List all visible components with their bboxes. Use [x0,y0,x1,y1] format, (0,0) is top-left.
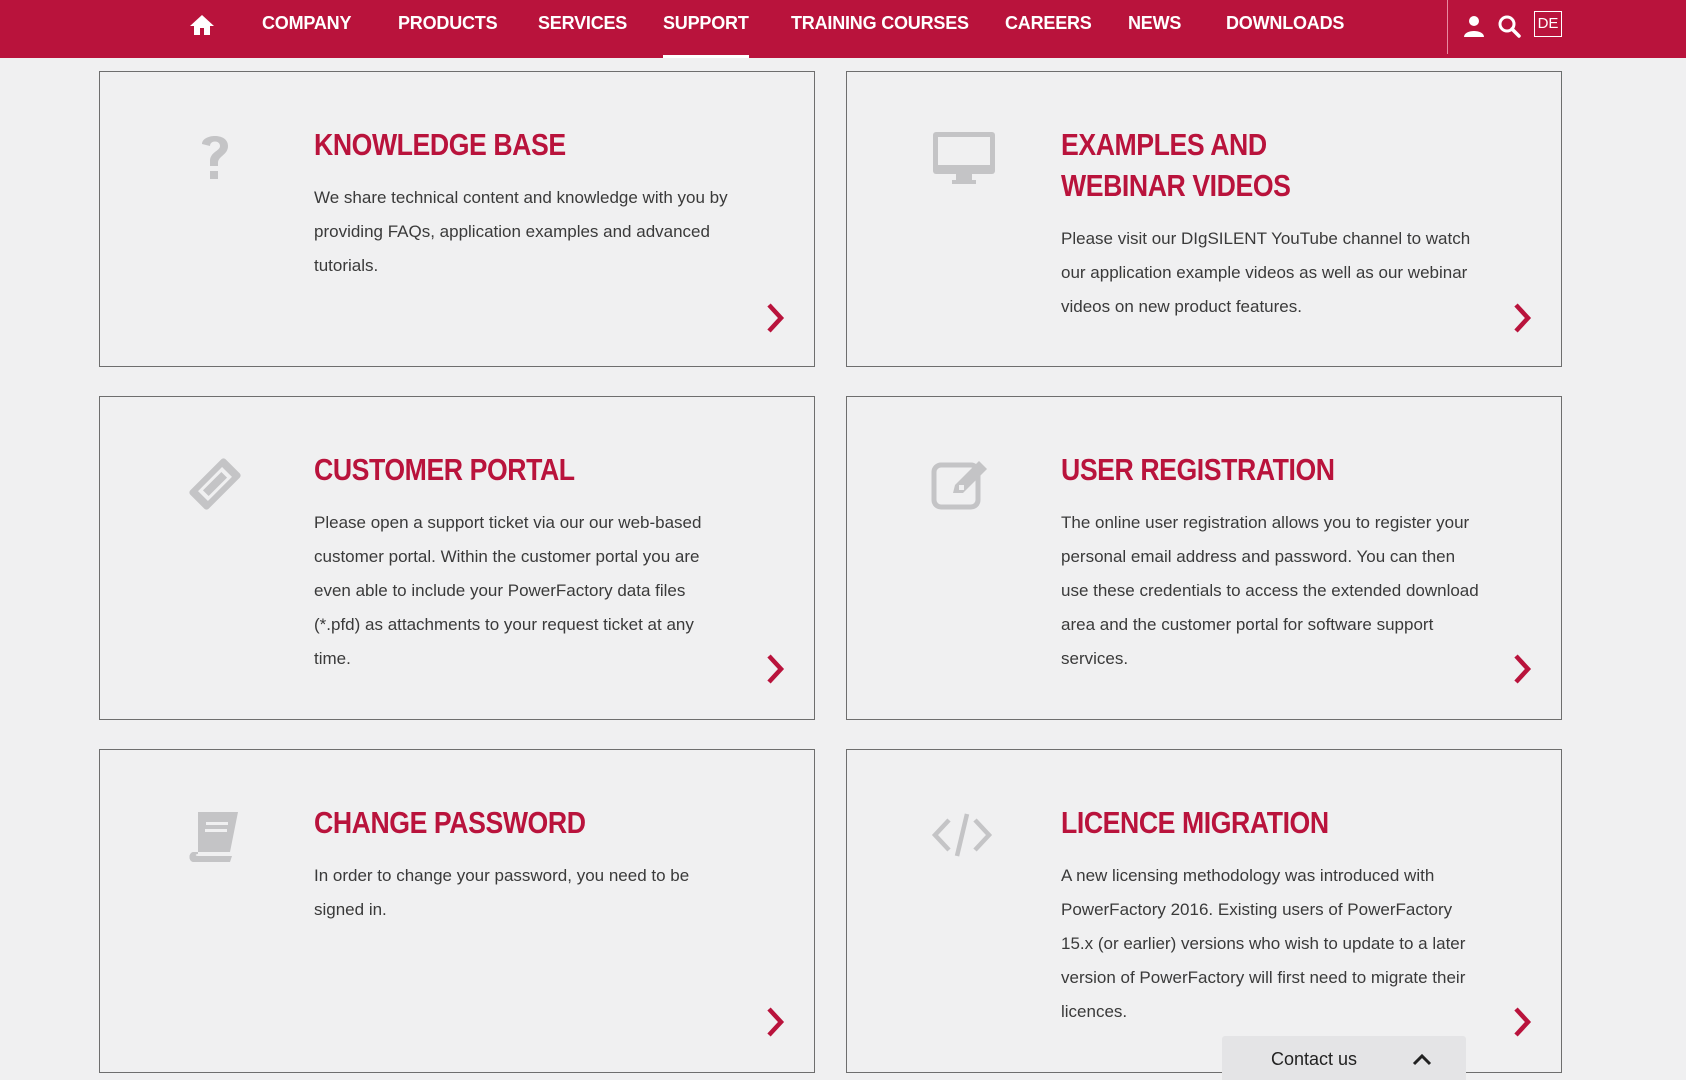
card-text: In order to change your password, you need to be signed in. [314,866,690,919]
chevron-right-icon[interactable] [764,1005,786,1039]
chevron-right-icon[interactable] [1511,652,1533,686]
chevron-up-icon [1412,1050,1432,1064]
card-customer-portal[interactable] [99,396,815,720]
monitor-icon [931,130,993,188]
card-change-password[interactable] [99,749,815,1073]
card-title: KNOWLEDGE BASE [314,127,566,162]
contact-us-button[interactable] [1222,1036,1466,1080]
user-icon[interactable] [1462,14,1486,38]
nav-services[interactable]: SERVICES [538,13,628,33]
nav-support[interactable]: SUPPORT [663,12,749,42]
chevron-right-icon[interactable] [764,652,786,686]
contact-us-label: Contact us [1271,1049,1358,1069]
nav-products[interactable]: PRODUCTS [398,13,498,33]
ticket-icon [184,455,246,513]
nav-careers[interactable]: CAREERS [1005,13,1092,33]
card-title: CUSTOMER PORTAL [314,452,575,487]
card-title: CHANGE PASSWORD [314,805,586,840]
card-text: A new licensing methodology was introduced with PowerFactory 2016. Existing users of PowerFactory 15.x (or earlier) versions who wish to update to a later version of PowerFactory will first need to migrate their licences. [1061,866,1466,1021]
search-icon[interactable] [1497,14,1521,38]
card-examples-webinar-videos[interactable] [846,71,1562,367]
chevron-right-icon[interactable] [1511,301,1533,335]
card-text: Please open a support ticket via our our web-based customer portal. Within the customer portal you are even able to include your PowerFactory data files (*.pfd) as attachments to your request ticket at any time. [314,513,702,668]
card-user-registration[interactable] [846,396,1562,720]
card-text: The online user registration allows you to register your personal email address and password. You can then use these credentials to access the extended download area and the customer portal for software support services. [1061,513,1479,668]
nav-news[interactable]: NEWS [1128,13,1182,33]
card-knowledge-base[interactable] [99,71,815,367]
code-icon [931,808,993,866]
card-title: USER REGISTRATION [1061,452,1335,487]
card-licence-migration[interactable] [846,749,1562,1073]
nav-downloads[interactable]: DOWNLOADS [1226,13,1345,33]
nav-company[interactable]: COMPANY [262,13,352,33]
language-switch[interactable]: DE [1534,11,1562,37]
chevron-right-icon[interactable] [1511,1005,1533,1039]
edit-icon [931,455,993,513]
top-navigation-bar [0,0,1686,58]
card-text: We share technical content and knowledge with you by providing FAQs, application examples and advanced tutorials. [314,188,728,275]
home-icon[interactable] [189,13,215,37]
nav-divider [1447,0,1448,54]
nav-training-courses[interactable]: TRAINING COURSES [791,13,969,33]
book-icon [184,808,246,866]
card-title: EXAMPLES AND WEBINAR VIDEOS [1061,127,1291,203]
card-title: LICENCE MIGRATION [1061,805,1329,840]
question-icon [184,130,246,188]
card-text: Please visit our DIgSILENT YouTube channel to watch our application example videos as well as our webinar videos on new product features. [1061,229,1471,316]
chevron-right-icon[interactable] [764,301,786,335]
